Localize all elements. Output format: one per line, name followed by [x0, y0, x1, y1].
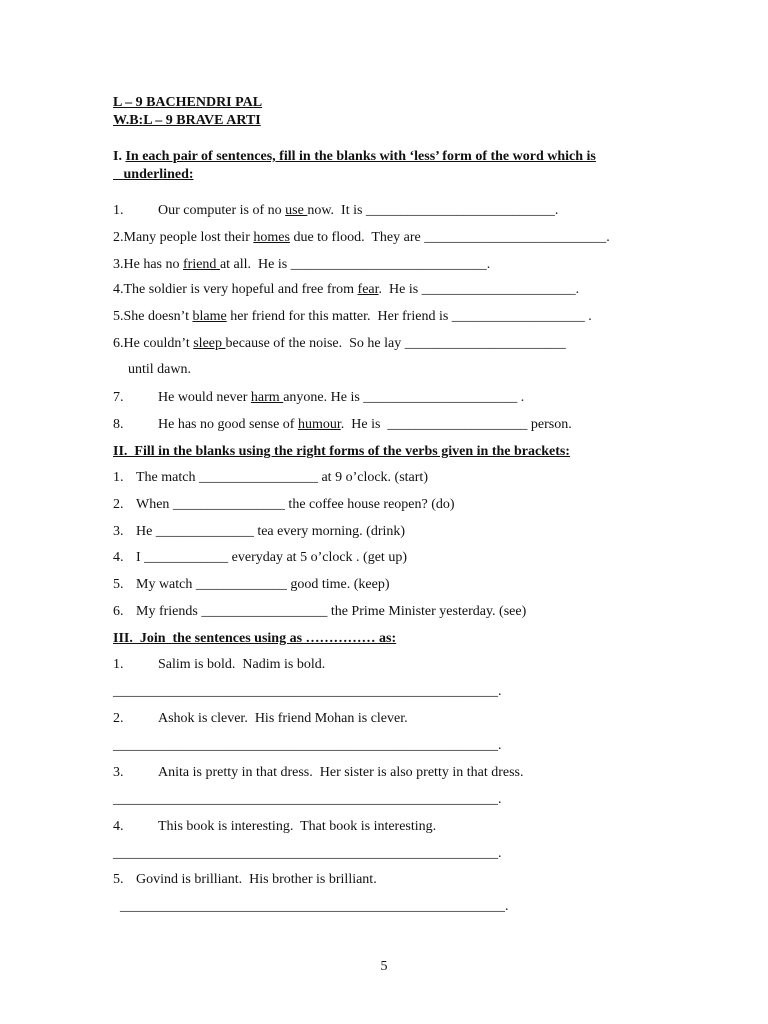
page-number: 5	[380, 959, 388, 974]
section1-instruction-b: underlined:	[123, 167, 194, 182]
s3-item-num: 1.	[113, 657, 124, 672]
s1-item	[113, 308, 592, 326]
s1-item-pre: Our computer is of no	[158, 203, 286, 218]
s2-item-num: 6.	[113, 604, 124, 619]
s2-item	[113, 496, 455, 514]
section1-instruction-b-line	[113, 166, 194, 184]
s1-item-pre: He would never	[158, 390, 251, 405]
s1-item-post: at all. He is ____________________________.	[219, 257, 491, 272]
s1-item-continuation: until dawn.	[128, 362, 191, 377]
s3-item-num: 4.	[113, 819, 124, 834]
s1-item-underlined: use	[285, 203, 308, 218]
s1-item-num: 6.	[113, 336, 124, 351]
s3-item-num: 3.	[113, 765, 124, 780]
s1-item-pre: He couldn’t	[123, 336, 194, 351]
s3-item-text: Salim is bold. Nadim is bold.	[158, 657, 326, 672]
s2-item-num: 3.	[113, 524, 124, 539]
workbook-lesson-title: W.B:L – 9 BRAVE ARTI	[113, 113, 261, 128]
s1-item-pre: Many people lost their	[123, 230, 254, 245]
s1-item	[113, 416, 572, 434]
s1-item-underlined: fear	[357, 282, 379, 297]
s2-item-text: He ______________ tea every morning. (drink)	[136, 524, 406, 539]
s3-item	[113, 871, 377, 889]
s1-item-underlined: friend	[183, 257, 220, 272]
s1-item-num: 4.	[113, 282, 124, 297]
s1-item-post: her friend for this matter. Her friend is ___________________ .	[226, 309, 592, 324]
s3-item	[113, 710, 408, 728]
section3-title: III. Join the sentences using as …………… as:	[113, 631, 397, 646]
s3-item	[113, 818, 436, 836]
answer-line: _______________________________________________________.	[113, 684, 502, 699]
s1-item-num: 5.	[113, 309, 124, 324]
section1-roman: I.	[113, 149, 122, 164]
answer-line: _______________________________________________________.	[113, 846, 502, 861]
s2-item-text: My watch _____________ good time. (keep)	[136, 577, 390, 592]
s1-item-num: 7.	[113, 390, 124, 405]
s1-item-pre: He has no good sense of	[158, 417, 298, 432]
s1-item	[113, 202, 558, 220]
s3-item-num: 5.	[113, 872, 124, 887]
s1-item-underlined: homes	[253, 230, 290, 245]
s1-item	[113, 256, 490, 274]
section1-instruction	[113, 148, 596, 166]
s3-item-text: Anita is pretty in that dress. Her sister is also pretty in that dress.	[158, 765, 524, 780]
s1-item-num: 8.	[113, 417, 124, 432]
s1-item-post: because of the noise. So he lay _______________________	[225, 336, 566, 351]
s2-item-text: My friends __________________ the Prime Minister yesterday. (see)	[136, 604, 527, 619]
section1-instruction-a: In each pair of sentences, fill in the blanks with ‘less’ form of the word which is	[125, 149, 596, 164]
s1-item	[113, 335, 566, 353]
s1-item	[113, 389, 524, 407]
s2-item	[113, 603, 526, 621]
s1-item	[113, 281, 579, 299]
answer-line: _______________________________________________________.	[113, 738, 502, 753]
s1-item-num: 3.	[113, 257, 124, 272]
s1-item-post: . He is ____________________ person.	[340, 417, 572, 432]
s2-item	[113, 549, 407, 567]
s1-item-underlined: sleep	[193, 336, 226, 351]
s1-item-num: 1.	[113, 203, 124, 218]
s2-item	[113, 469, 428, 487]
s1-item-post: . He is ______________________.	[378, 282, 580, 297]
s2-item	[113, 576, 390, 594]
s2-item-text: I ____________ everyday at 5 o’clock . (get up)	[136, 550, 407, 565]
s1-item-post: anyone. He is ______________________ .	[283, 390, 525, 405]
s1-item-post: now. It is ___________________________.	[307, 203, 559, 218]
s1-item-underlined: harm	[250, 390, 284, 405]
s2-item-text: The match _________________ at 9 o’clock. (start)	[136, 470, 428, 485]
s2-item	[113, 523, 405, 541]
s2-item-num: 4.	[113, 550, 124, 565]
s3-item	[113, 764, 524, 782]
lesson-title: L – 9 BACHENDRI PAL	[113, 95, 263, 110]
section2-title: II. Fill in the blanks using the right forms of the verbs given in the brackets:	[113, 444, 570, 459]
s2-item-num: 5.	[113, 577, 124, 592]
s1-item-post: due to flood. They are __________________________.	[289, 230, 610, 245]
s3-item-num: 2.	[113, 711, 124, 726]
s3-item	[113, 656, 325, 674]
s2-item-num: 1.	[113, 470, 124, 485]
s3-item-text: This book is interesting. That book is interesting.	[158, 819, 437, 834]
s1-item-pre: He has no	[123, 257, 183, 272]
answer-line: _______________________________________________________.	[113, 792, 502, 807]
s1-item-pre: The soldier is very hopeful and free from	[123, 282, 358, 297]
s2-item-num: 2.	[113, 497, 124, 512]
s1-item-num: 2.	[113, 230, 124, 245]
s1-item-underlined: blame	[192, 309, 227, 324]
s3-item-text: Ashok is clever. His friend Mohan is clever.	[158, 711, 408, 726]
s3-item-text: Govind is brilliant. His brother is brilliant.	[136, 872, 377, 887]
s2-item-text: When ________________ the coffee house reopen? (do)	[136, 497, 455, 512]
s1-item-pre: She doesn’t	[123, 309, 193, 324]
s1-item	[113, 229, 610, 247]
s1-item-underlined: humour	[297, 417, 341, 432]
answer-line: _______________________________________________________.	[120, 899, 509, 914]
